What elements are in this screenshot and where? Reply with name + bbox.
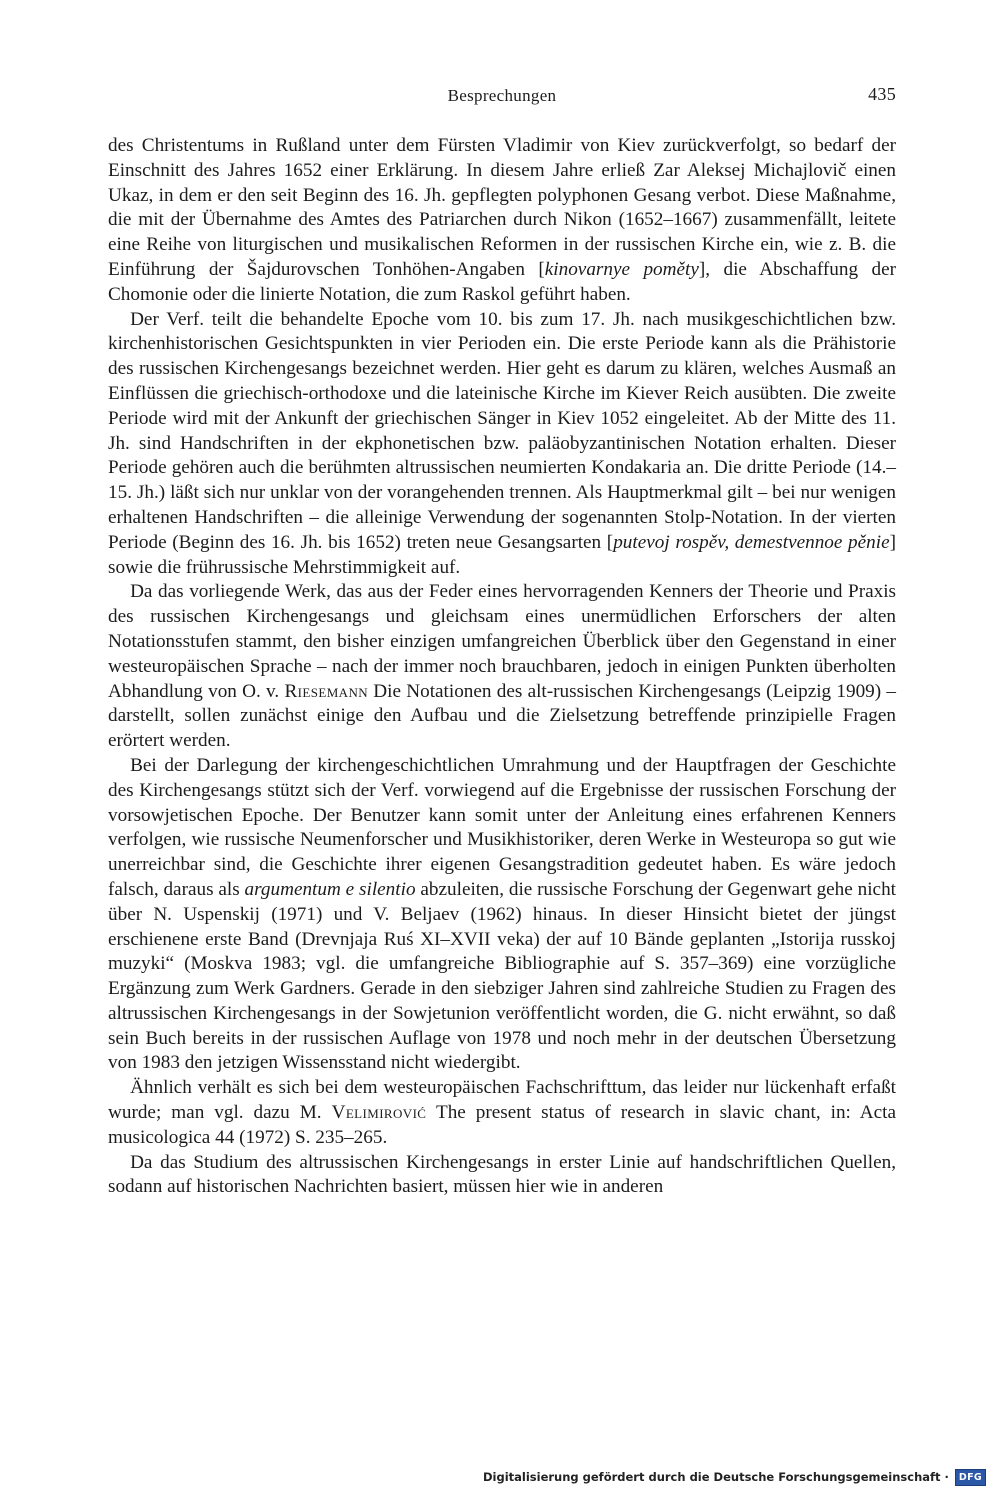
running-head	[108, 84, 896, 110]
italic-term: kinovarnye poměty	[544, 258, 699, 280]
italic-term: argumentum e silentio	[244, 878, 416, 900]
paragraph-text: The present status of research in slavic chant, in: Acta musicologica 44 (1972) S. 235–265.	[108, 1102, 896, 1148]
paragraph-text: Da das vorliegende Werk, das aus der Feder eines hervorragenden Kenners der Theorie und Praxis des russischen Kirchengesangs und gleichsam eines unermüdlichen Erforschers der alten Notationsstufen stammt, den bisher einzigen umfangreichen Überblick über den Gegenstand in einer westeuropäischen Sprache – nach der immer noch brauchbaren, jedoch in einigen Punkten überholten Abhandlung von O. v.	[108, 581, 896, 702]
paragraph	[108, 1151, 896, 1201]
author-name: Riesemann	[284, 680, 369, 702]
dfg-logo: DFG	[955, 1469, 986, 1486]
italic-term: putevoj rospěv, demestvennoe pěnie	[613, 531, 890, 553]
paragraph-text: ], die Abschaffung der Chomonie oder die linierte Notation, die zum Raskol geführt haben.	[108, 258, 896, 305]
paragraph-text: des Christentums in Rußland unter dem Fürsten Vladimir von Kiev zurückverfolgt, so bedarf der Einschnitt des Jahres 1652 einer Erklärung. In diesem Jahre erließ Zar Aleksej Michajlovič einen Ukaz, in dem er den seit Beginn des 16. Jh. gepflegten polyphonen Gesang verbot. Diese Maßnahme, die mit der Übernahme des Amtes des Patriarchen durch Nikon (1652–1667) zusammenfällt, leitete eine Reihe von liturgischen und musikalischen Reformen in der russischen Kirche ein, wie z. B. die Einführung der Šajdurovschen Tonhöhen-Angaben [	[108, 135, 896, 280]
paragraph-text: Die Notationen des alt-russischen Kirchengesangs (Leipzig 1909) – darstellt, sollen zunächst einige den Aufbau und die Zielsetzung betreffende prinzipielle Fragen erörtert werden.	[108, 680, 896, 752]
paragraph-text: Ähnlich verhält es sich bei dem westeuropäischen Fachschrifttum, das leider nur lückenhaft erfaßt wurde; man vgl. dazu M.	[108, 1077, 896, 1124]
footer-credit: Digitalisierung gefördert durch die Deutsche Forschungsgemeinschaft ·	[482, 1470, 949, 1484]
running-title: Besprechungen	[447, 86, 557, 105]
author-name: Velimirović	[331, 1102, 427, 1124]
paragraph	[108, 754, 896, 1076]
paragraph-text: abzuleiten, die russische Forschung der Gegenwart gehe nicht über N. Uspenskij (1971) und V. Beljaev (1962) hinaus. In dieser Hinsicht bietet der jüngst erschienene erste Band (Drevnjaja Ruś XI–XVII veka) der auf 10 Bände geplanten „Istorija russkoj muzyki“ (Moskva 1983; vgl. die umfangreiche Bibliographie auf S. 357–369) eine vorzügliche Ergänzung zum Werk Gardners. Gerade in den siebziger Jahren sind zahlreiche Studien zu Fragen des altrussischen Kirchengesangs in der Sowjetunion veröffentlicht worden, die G. nicht erwähnt, so daß sein Buch bereits in der russischen Auflage von 1978 und noch mehr in der deutschen Übersetzung von 1983 den jetzigen Wissensstand nicht wiedergibt.	[108, 878, 897, 1074]
paragraph-text: ] sowie die frührussische Mehrstimmigkeit auf.	[108, 531, 896, 578]
page-number: 435	[868, 84, 896, 104]
paragraph-text: Da das Studium des altrussischen Kirchengesangs in erster Linie auf handschriftlichen Quellen, sodann auf historischen Nachrichten basiert, müssen hier wie in anderen	[108, 1151, 896, 1198]
digitization-footer	[483, 1467, 986, 1487]
body-text	[108, 134, 896, 1200]
paragraph	[108, 1076, 896, 1150]
paragraph-text: Bei der Darlegung der kirchengeschichtlichen Umrahmung und der Hauptfragen der Geschichte des Kirchengesangs stützt sich der Verf. vorwiegend auf die Ergebnisse der russischen Forschung der vorsowjetischen Epoche. Der Benutzer kann somit unter der Anleitung eines erfahrenen Kenners verfolgen, wie russische Neumenforscher und Musikhistoriker, deren Werke in Westeuropa so gut wie unerreichbar sind, die Geschichte ihrer eigenen Gesangstradition gedeutet haben. Es wäre jedoch falsch, daraus als	[108, 754, 896, 900]
paragraph	[108, 134, 896, 308]
paragraph-text: Der Verf. teilt die behandelte Epoche vom 10. bis zum 17. Jh. nach musikgeschichtlichen bzw. kirchenhistorischen Gesichtspunkten in vier Perioden ein. Die erste Periode kann als die Prähistorie des russischen Kirchengesangs bezeichnet werden. Hier geht es darum zu klären, welches Ausmaß an Einflüssen die griechisch-orthodoxe und die lateinische Kirche im Kiever Reich ausübten. Die zweite Periode wird mit der Ankunft der griechischen Sänger in Kiev 1052 eingeleitet. Ab der Mitte des 11. Jh. sind Handschriften in der ekphonetischen bzw. paläobyzantinischen Notation erhalten. Dieser Periode gehören auch die berühmten altrussischen neumierten Kondakaria an. Die dritte Periode (14.–15. Jh.) läßt sich nur unklar von der vorangehenden trennen. Als Hauptmerkmal gilt – bei nur wenigen erhaltenen Handschriften – die alleinige Verwendung der sogenannten Stolp-Notation. In der vierten Periode (Beginn des 16. Jh. bis 1652) treten neue Gesangsarten [	[108, 308, 896, 553]
paragraph	[108, 308, 896, 581]
paragraph	[108, 580, 896, 754]
